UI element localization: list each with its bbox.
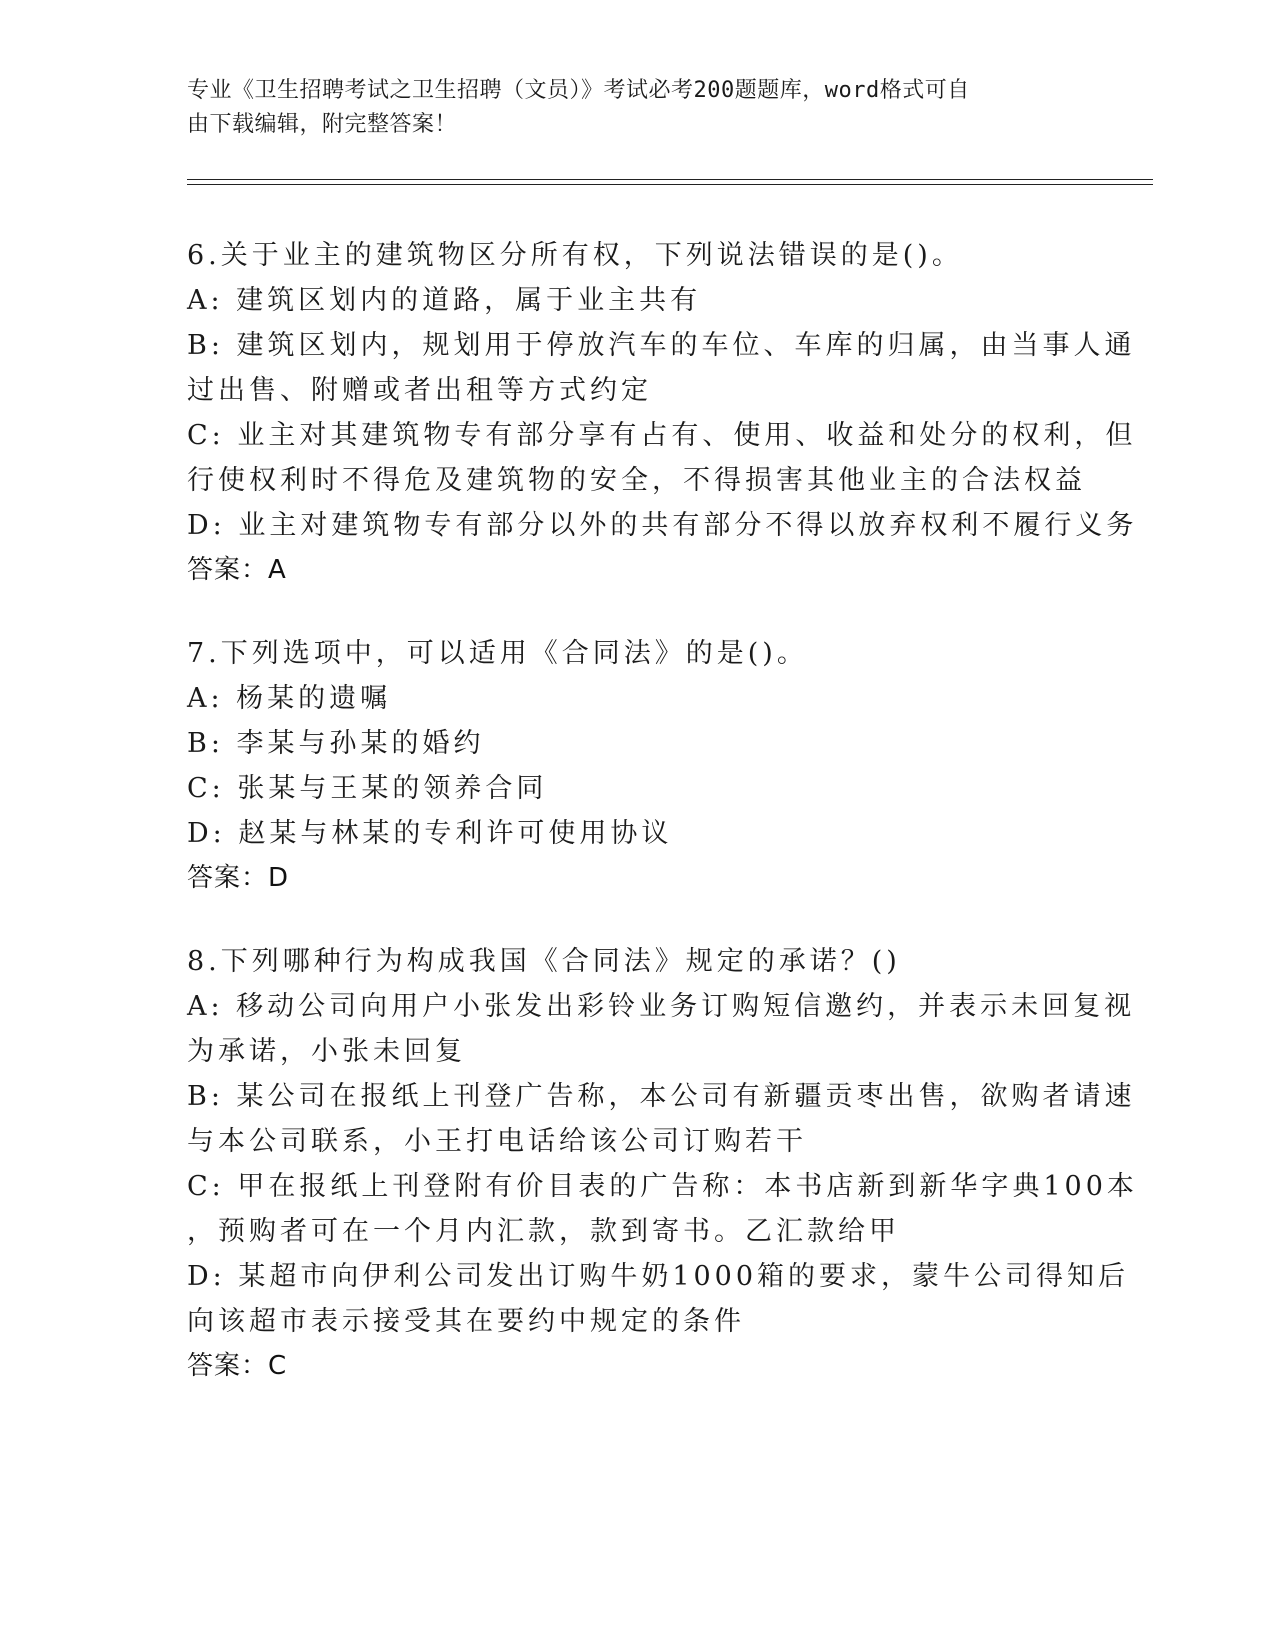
option-a-continued: 为承诺，小张未回复 bbox=[187, 1036, 466, 1067]
option-a: A: 建筑区划内的道路，属于业主共有 bbox=[187, 285, 702, 316]
question-stem: 8.下列哪种行为构成我国《合同法》规定的承诺？() bbox=[187, 946, 901, 977]
option-b-continued: 与本公司联系，小王打电话给该公司订购若干 bbox=[187, 1126, 807, 1157]
option-d: D: 业主对建筑物专有部分以外的共有部分不得以放弃权利不履行义务 bbox=[187, 510, 1138, 541]
option-c: C: 张某与王某的领养合同 bbox=[187, 773, 548, 804]
option-c-continued: 行使权利时不得危及建筑物的安全，不得损害其他业主的合法权益 bbox=[187, 465, 1086, 496]
option-d: D: 赵某与林某的专利许可使用协议 bbox=[187, 818, 673, 849]
option-b: B: 李某与孙某的婚约 bbox=[187, 728, 485, 759]
option-a: A: 移动公司向用户小张发出彩铃业务订购短信邀约，并表示未回复视 bbox=[187, 991, 1136, 1022]
document-header bbox=[187, 74, 1067, 142]
header-divider-bottom bbox=[187, 184, 1153, 185]
option-b: B: 某公司在报纸上刊登广告称，本公司有新疆贡枣出售，欲购者请速 bbox=[187, 1081, 1136, 1112]
option-c: C: 业主对其建筑物专有部分享有占有、使用、收益和处分的权利，但 bbox=[187, 420, 1137, 451]
question-6 bbox=[187, 233, 1138, 593]
header-divider-top bbox=[187, 179, 1153, 180]
header-line-2: 由下载编辑，附完整答案！ bbox=[187, 112, 458, 137]
option-b: B: 建筑区划内，规划用于停放汽车的车位、车库的归属，由当事人通 bbox=[187, 330, 1136, 361]
answer: 答案：C bbox=[187, 1351, 288, 1381]
question-8 bbox=[187, 939, 1138, 1389]
question-stem: 6.关于业主的建筑物区分所有权，下列说法错误的是()。 bbox=[187, 240, 963, 271]
answer: 答案：D bbox=[187, 863, 290, 893]
question-stem: 7.下列选项中，可以适用《合同法》的是()。 bbox=[187, 638, 808, 669]
option-d-continued: 向该超市表示接受其在要约中规定的条件 bbox=[187, 1306, 745, 1337]
option-a: A: 杨某的遗嘱 bbox=[187, 683, 392, 714]
option-b-continued: 过出售、附赠或者出租等方式约定 bbox=[187, 375, 652, 406]
option-c-continued: ，预购者可在一个月内汇款，款到寄书。乙汇款给甲 bbox=[187, 1216, 900, 1247]
question-7 bbox=[187, 631, 1087, 901]
option-c: C: 甲在报纸上刊登附有价目表的广告称：本书店新到新华字典100本 bbox=[187, 1171, 1138, 1202]
answer: 答案：A bbox=[187, 555, 287, 585]
option-d: D: 某超市向伊利公司发出订购牛奶1000箱的要求，蒙牛公司得知后 bbox=[187, 1261, 1130, 1292]
question-list bbox=[187, 233, 1138, 1427]
header-line-1: 专业《卫生招聘考试之卫生招聘（文员）》考试必考200题题库，word格式可自 bbox=[187, 78, 970, 103]
